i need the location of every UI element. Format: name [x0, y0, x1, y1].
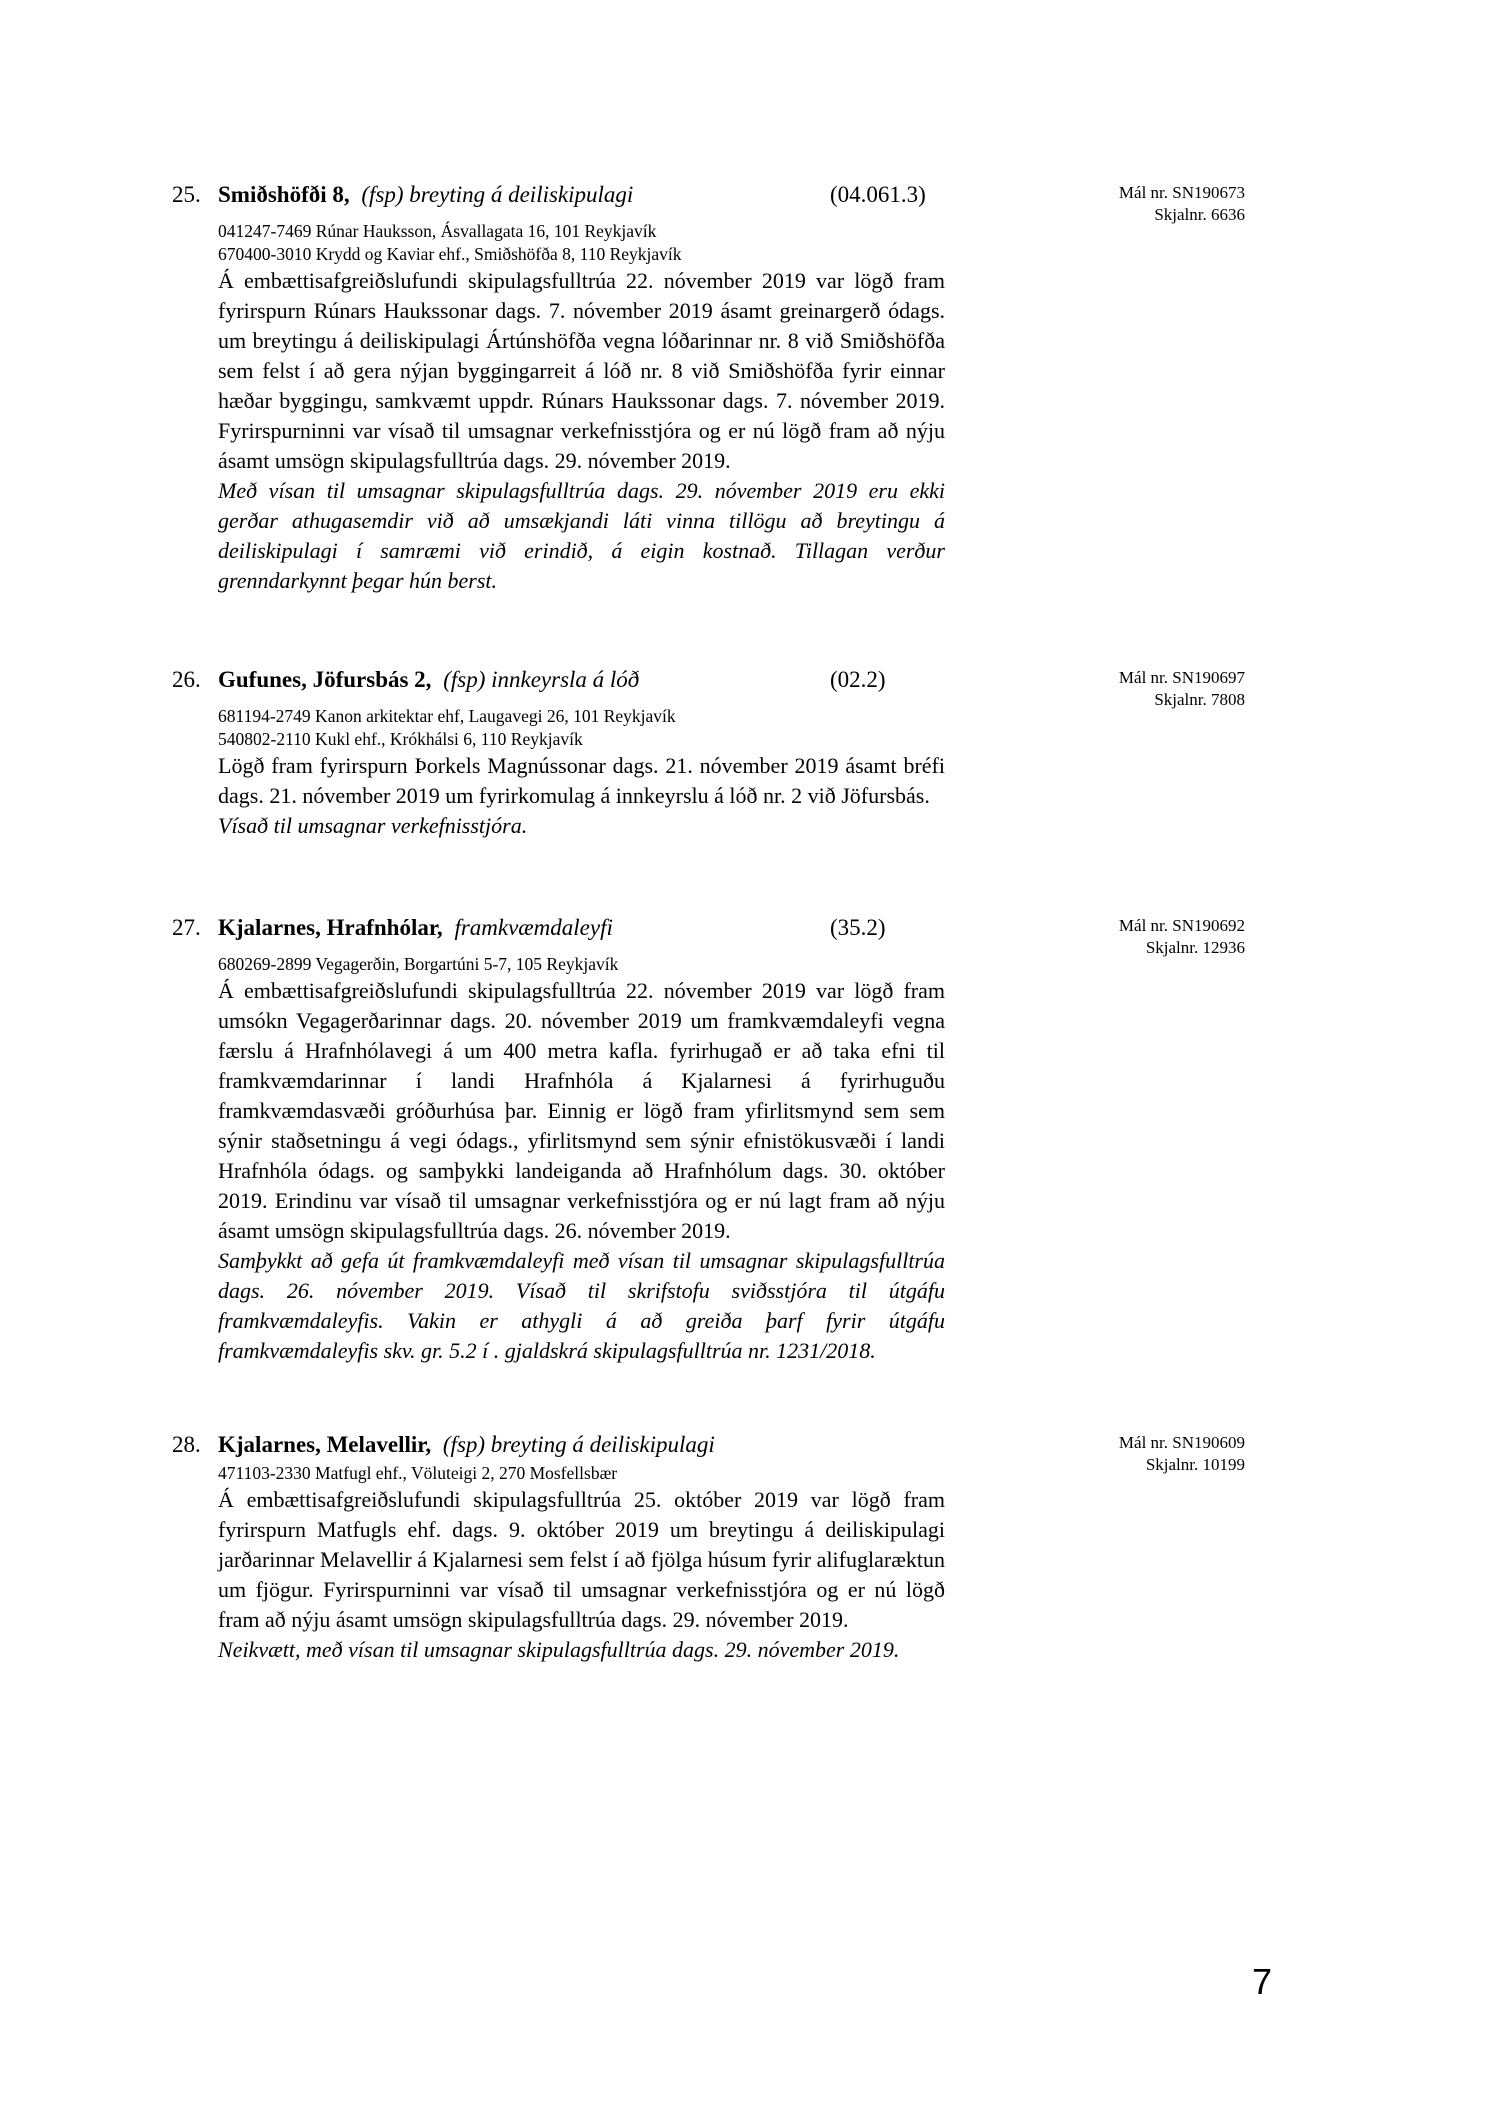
- item-meta: [1119, 915, 1245, 959]
- item-parties: [218, 1462, 1245, 1485]
- party-line: 041247-7469 Rúnar Hauksson, Ásvallagata 16, 101 Reykjavík: [218, 221, 657, 241]
- item-body: Á embættisafgreiðslufundi skipulagsfulltrúa 25. október 2019 var lögð fram fyrirspurn Matfugls ehf. dags. 9. október 2019 um breytingu á deiliskipulagi jarðarinnar Melavellir á Kjalarnesi sem felst í að fjölga húsum fyrir alifuglaræktun um fjögur. Fyrirspurninni var vísað til umsagnar verkefnisstjóra og er nú lögð fram að nýju ásamt umsögn skipulagsfulltrúa dags. 29. nóvember 2019.: [218, 1487, 945, 1632]
- party-line: 681194-2749 Kanon arkitektar ehf, Laugavegi 26, 101 Reykjavík: [218, 706, 676, 726]
- item-body: Á embættisafgreiðslufundi skipulagsfulltrúa 22. nóvember 2019 var lögð fram umsókn Vegagerðarinnar dags. 20. nóvember 2019 um framkvæmdaleyfi vegna færslu á Hrafnhólavegi á um 400 metra kafla. fyrirhugað er að taka efni til framkvæmdarinnar í landi Hrafnhóla á Kjalarnesi á fyrirhuguðu framkvæmdasvæði gróðurhúsa þar. Einnig er lögð fram yfirlitsmynd sem sem sýnir staðsetningu á vegi ódags., yfirlitsmynd sem sýnir efnistökusvæði í landi Hrafnhóla ódags. og samþykki landeiganda að Hrafnhólum dags. 30. október 2019. Erindinu var vísað til umsagnar verkefnisstjóra og er nú lagt fram að nýju ásamt umsögn skipulagsfulltrúa dags. 26. nóvember 2019.: [218, 978, 945, 1243]
- item-title-subject: (fsp) innkeyrsla á lóð: [443, 667, 640, 692]
- item-meta: [1119, 182, 1245, 226]
- page-number: 7: [1251, 1961, 1272, 2002]
- item-title: [218, 665, 758, 695]
- item-decision: Með vísan til umsagnar skipulagsfulltrúa dags. 29. nóvember 2019 eru ekki gerðar athugasemdir við að umsækjandi láti vinna tillögu að breytingu á deiliskipulagi í samræmi við erindið, á eigin kostnað. Tillagan verður grenndarkynnt þegar hún berst.: [218, 478, 945, 593]
- item-title-address: Kjalarnes, Hrafnhólar,: [218, 915, 443, 940]
- item-body: Á embættisafgreiðslufundi skipulagsfulltrúa 22. nóvember 2019 var lögð fram fyrirspurn Rúnars Haukssonar dags. 7. nóvember 2019 ásamt greinargerð ódags. um breytingu á deiliskipulagi Ártúnshöfða vegna lóðarinnar nr. 8 við Smiðshöfða sem felst í að gera nýjan byggingarreit á lóð nr. 8 við Smiðshöfða fyrir einnar hæðar byggingu, samkvæmt uppdr. Rúnars Haukssonar dags. 7. nóvember 2019. Fyrirspurninni var vísað til umsagnar verkefnisstjóra og er nú lögð fram að nýju ásamt umsögn skipulagsfulltrúa dags. 29. nóvember 2019.: [218, 268, 945, 473]
- item-number: 25.: [172, 182, 201, 207]
- item-parties: [218, 953, 1245, 976]
- item-title-address: Kjalarnes, Melavellir,: [218, 1432, 432, 1457]
- item-number: 27.: [172, 915, 201, 940]
- party-line: 540802-2110 Kukl ehf., Krókhálsi 6, 110 Reykjavík: [218, 729, 583, 749]
- item-title: [218, 1430, 758, 1460]
- item-meta: [1119, 667, 1245, 711]
- item-plan-code: (02.2): [830, 667, 886, 692]
- agenda-item-26: [172, 665, 1245, 841]
- document-number: Skjalnr. 7808: [1154, 690, 1245, 709]
- agenda-item-28: [172, 1430, 1245, 1665]
- item-header: [172, 913, 1245, 957]
- item-plan-code: (04.061.3): [830, 182, 926, 207]
- item-title-address: Gufunes, Jöfursbás 2,: [218, 667, 432, 692]
- item-title-subject: framkvæmdaleyfi: [454, 915, 613, 940]
- case-number: Mál nr. SN190673: [1118, 183, 1245, 202]
- agenda-item-27: [172, 913, 1245, 1366]
- party-line: 670400-3010 Krydd og Kaviar ehf., Smiðshöfða 8, 110 Reykjavík: [218, 244, 682, 264]
- item-number: 26.: [172, 667, 201, 692]
- item-decision: Samþykkt að gefa út framkvæmdaleyfi með vísan til umsagnar skipulagsfulltrúa dags. 26. nóvember 2019. Vísað til skrifstofu sviðsstjóra til útgáfu framkvæmdaleyfis. Vakin er athygli á að greiða þarf fyrir útgáfu framkvæmdaleyfis skv. gr. 5.2 í . gjaldskrá skipulagsfulltrúa nr. 1231/2018.: [218, 1248, 945, 1363]
- item-parties: [218, 220, 1245, 266]
- document-number: Skjalnr. 6636: [1154, 205, 1245, 224]
- item-title-subject: (fsp) breyting á deiliskipulagi: [361, 182, 634, 207]
- case-number: Mál nr. SN190697: [1118, 668, 1245, 687]
- party-line: 680269-2899 Vegagerðin, Borgartúni 5-7, 105 Reykjavík: [218, 954, 619, 974]
- item-parties: [218, 705, 1245, 751]
- item-decision: Vísað til umsagnar verkefnisstjóra.: [218, 813, 528, 838]
- item-header: [172, 180, 1245, 224]
- case-number: Mál nr. SN190609: [1118, 1433, 1245, 1452]
- item-decision: Neikvætt, með vísan til umsagnar skipulagsfulltrúa dags. 29. nóvember 2019.: [218, 1637, 900, 1662]
- document-number: Skjalnr. 10199: [1145, 1455, 1245, 1474]
- document-number: Skjalnr. 12936: [1145, 938, 1245, 957]
- item-plan-code: (35.2): [830, 915, 886, 940]
- party-line: 471103-2330 Matfugl ehf., Völuteigi 2, 270 Mosfellsbær: [218, 1463, 618, 1483]
- item-header: [172, 665, 1245, 709]
- case-number: Mál nr. SN190692: [1118, 916, 1245, 935]
- item-title: [218, 180, 758, 210]
- item-number: 28.: [172, 1432, 201, 1457]
- item-title-subject: (fsp) breyting á deiliskipulagi: [442, 1432, 715, 1457]
- item-title: [218, 913, 758, 943]
- item-title-address: Smiðshöfði 8,: [218, 182, 350, 207]
- item-meta: [1119, 1432, 1245, 1476]
- item-body: Lögð fram fyrirspurn Þorkels Magnússonar dags. 21. nóvember 2019 ásamt bréfi dags. 21. nóvember 2019 um fyrirkomulag á innkeyrslu á lóð nr. 2 við Jöfursbás.: [218, 753, 945, 808]
- agenda-item-25: [172, 180, 1245, 596]
